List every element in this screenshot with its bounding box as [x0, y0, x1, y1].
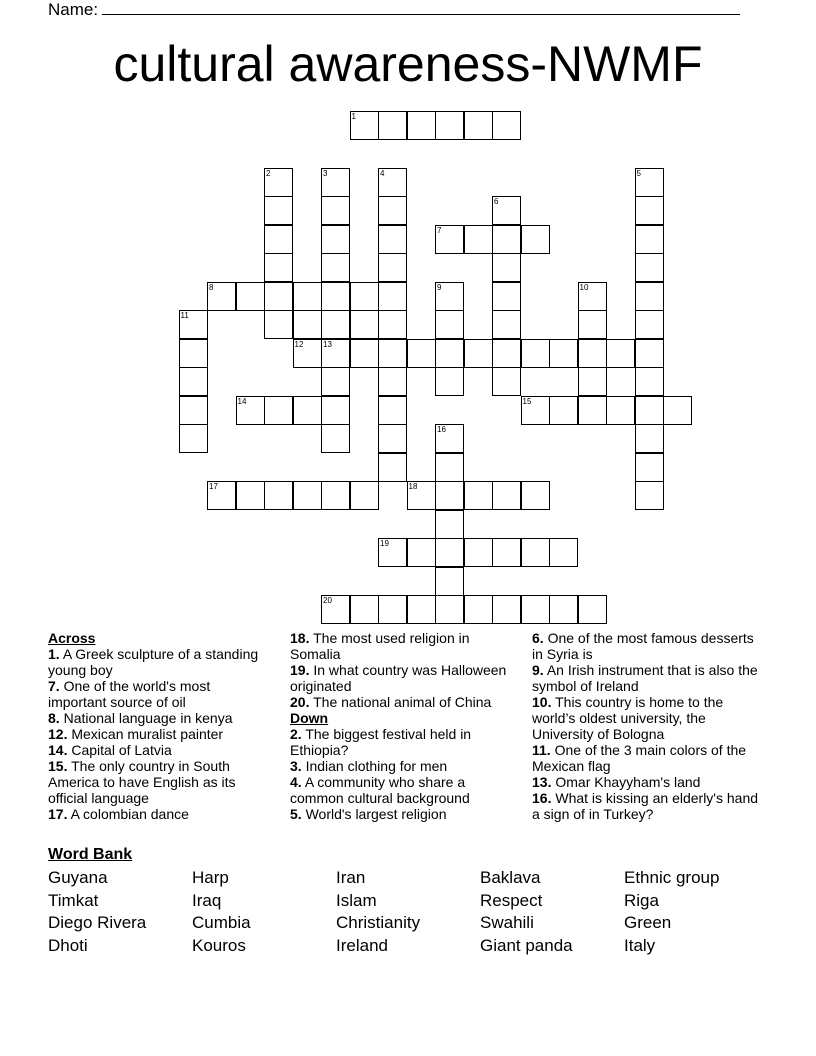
- clue-number: 2: [266, 168, 271, 178]
- crossword-cell[interactable]: [435, 367, 464, 396]
- crossword-cell[interactable]: [350, 310, 379, 339]
- clue-text: The most used religion in Somalia: [290, 630, 470, 662]
- clue-number-label: 18.: [290, 630, 310, 646]
- word-bank-item: Timkat: [48, 890, 99, 910]
- clue-column-1: [48, 630, 268, 822]
- clue-item: [532, 742, 762, 774]
- clue-number: 5: [636, 168, 641, 178]
- crossword-cell[interactable]: [435, 282, 464, 311]
- crossword-cell[interactable]: [321, 253, 350, 282]
- clue-number: 17: [209, 482, 218, 491]
- crossword-cell[interactable]: [492, 339, 521, 368]
- clue-number-label: 10.: [532, 694, 552, 710]
- clue-text: The biggest festival held in Ethiopia?: [290, 726, 472, 758]
- crossword-cell[interactable]: [492, 196, 521, 225]
- clue-number-label: 17.: [48, 806, 68, 822]
- crossword-cell[interactable]: [435, 481, 464, 510]
- crossword-cell[interactable]: [435, 595, 464, 624]
- clue-text: The only country in South America to have English as its official language: [48, 758, 236, 806]
- word-bank-item: Swahili: [480, 913, 534, 933]
- crossword-cell[interactable]: [378, 538, 407, 567]
- crossword-cell[interactable]: [293, 339, 322, 368]
- word-bank-item: Green: [624, 913, 672, 933]
- clue-number-label: 15.: [48, 758, 68, 774]
- crossword-cell[interactable]: [521, 225, 550, 254]
- crossword-cell[interactable]: [635, 168, 664, 197]
- clue-text: A Greek sculpture of a standing young boy: [48, 646, 259, 678]
- clue-item: [290, 694, 520, 710]
- clue-item: [290, 726, 520, 758]
- crossword-cell[interactable]: [350, 339, 379, 368]
- clue-text: This country is home to the world’s oldest university, the University of Bologna: [532, 694, 724, 742]
- crossword-cell[interactable]: [264, 168, 293, 197]
- crossword-cell[interactable]: [179, 339, 208, 368]
- crossword-cell[interactable]: [179, 396, 208, 425]
- crossword-cell[interactable]: [264, 196, 293, 225]
- clue-number-label: 14.: [48, 742, 68, 758]
- crossword-cell[interactable]: [435, 538, 464, 567]
- crossword-cell[interactable]: [606, 339, 635, 368]
- word-bank-item: Iraq: [192, 890, 222, 910]
- clue-item: [48, 726, 268, 742]
- crossword-cell[interactable]: [350, 481, 379, 510]
- crossword-cell[interactable]: [549, 396, 578, 425]
- crossword-cell[interactable]: [435, 339, 464, 368]
- crossword-cell[interactable]: [407, 595, 436, 624]
- crossword-cell[interactable]: [492, 225, 521, 254]
- crossword-cell[interactable]: [464, 339, 493, 368]
- clue-number: 7: [437, 225, 442, 235]
- crossword-cell[interactable]: [635, 396, 664, 425]
- crossword-cell[interactable]: [407, 538, 436, 567]
- clue-item: [532, 662, 762, 694]
- crossword-cell[interactable]: [521, 481, 550, 510]
- crossword-cell[interactable]: [635, 424, 664, 453]
- crossword-cell[interactable]: [378, 196, 407, 225]
- crossword-cell[interactable]: [236, 282, 265, 311]
- crossword-cell[interactable]: [492, 111, 521, 140]
- clue-number-label: 6.: [532, 630, 544, 646]
- crossword-cell[interactable]: [407, 339, 436, 368]
- clue-number-label: 4.: [290, 774, 302, 790]
- crossword-cell[interactable]: [549, 339, 578, 368]
- crossword-cell[interactable]: [179, 424, 208, 453]
- crossword-cell[interactable]: [435, 567, 464, 596]
- crossword-cell[interactable]: [464, 225, 493, 254]
- clue-item: [290, 806, 520, 822]
- clue-item: [290, 630, 520, 662]
- clue-text: Mexican muralist painter: [71, 726, 224, 742]
- crossword-cell[interactable]: [350, 282, 379, 311]
- crossword-cell[interactable]: [635, 481, 664, 510]
- name-label: Name:: [48, 0, 99, 19]
- clue-item: [532, 694, 762, 742]
- crossword-cell[interactable]: [578, 310, 607, 339]
- clue-section-title: Across: [48, 630, 96, 646]
- crossword-cell[interactable]: [321, 282, 350, 311]
- crossword-cell[interactable]: [264, 282, 293, 311]
- crossword-cell[interactable]: [435, 424, 464, 453]
- crossword-cell[interactable]: [264, 225, 293, 254]
- clue-number: 8: [209, 282, 214, 292]
- word-bank-item: Kouros: [192, 936, 246, 956]
- clue-item: [48, 678, 268, 710]
- clue-number: 13: [323, 339, 332, 349]
- word-bank-item: Diego Rivera: [48, 913, 147, 933]
- clue-number: 12: [294, 339, 304, 349]
- clue-number: 18: [408, 482, 418, 491]
- crossword-cell[interactable]: [464, 538, 493, 567]
- clue-number: 20: [323, 596, 332, 605]
- clue-text: Capital of Latvia: [71, 742, 172, 758]
- clue-column-2: [290, 630, 520, 822]
- clue-number-label: 9.: [532, 662, 544, 678]
- crossword-cell[interactable]: [435, 510, 464, 539]
- crossword-cell[interactable]: [464, 595, 493, 624]
- word-bank-item: Giant panda: [480, 936, 573, 956]
- crossword-cell[interactable]: [378, 367, 407, 396]
- clue-column-3: [532, 630, 762, 822]
- word-bank-title: Word Bank: [48, 846, 133, 863]
- crossword-cell[interactable]: [549, 595, 578, 624]
- clue-item: [48, 742, 268, 758]
- crossword-cell[interactable]: [350, 111, 379, 140]
- clue-text: The national animal of China: [313, 694, 492, 710]
- clue-number-label: 16.: [532, 790, 552, 806]
- clue-number: 9: [437, 282, 442, 292]
- clue-number: 14: [237, 396, 247, 406]
- word-bank-item: Christianity: [336, 913, 421, 933]
- clue-item: [532, 630, 762, 662]
- clue-item: [290, 662, 520, 694]
- crossword-cell[interactable]: [179, 367, 208, 396]
- clue-item: [48, 806, 268, 822]
- clue-text: In what country was Halloween originated: [290, 662, 507, 694]
- crossword-cell[interactable]: [435, 453, 464, 482]
- word-bank-item: Baklava: [480, 868, 541, 887]
- clue-text: National language in kenya: [63, 710, 233, 726]
- clue-number: 3: [323, 168, 328, 178]
- word-bank-item: Ireland: [336, 936, 388, 956]
- crossword-cell[interactable]: [578, 339, 607, 368]
- crossword-cell[interactable]: [492, 282, 521, 311]
- word-bank-item: Dhoti: [48, 936, 88, 956]
- crossword-cell[interactable]: [635, 282, 664, 311]
- crossword-cell[interactable]: [521, 339, 550, 368]
- word-bank-item: Guyana: [48, 868, 108, 887]
- clue-number: 1: [351, 111, 356, 121]
- word-bank-item: Iran: [336, 868, 366, 887]
- crossword-cell[interactable]: [378, 168, 407, 197]
- crossword-cell[interactable]: [378, 111, 407, 140]
- clue-text: Omar Khayyham's land: [555, 774, 701, 790]
- crossword-cell[interactable]: [321, 196, 350, 225]
- crossword-cell[interactable]: [521, 595, 550, 624]
- crossword-cell[interactable]: [378, 595, 407, 624]
- crossword-cell[interactable]: [407, 111, 436, 140]
- word-bank-item: Ethnic group: [624, 868, 720, 887]
- page-title: cultural awareness-NWMF: [113, 36, 703, 92]
- crossword-cell[interactable]: [264, 310, 293, 339]
- clue-number: 11: [180, 311, 189, 320]
- crossword-cell[interactable]: [321, 481, 350, 510]
- crossword-cell[interactable]: [321, 168, 350, 197]
- crossword-cell[interactable]: [378, 282, 407, 311]
- crossword-cell[interactable]: [663, 396, 692, 425]
- word-bank-item: Italy: [624, 936, 656, 956]
- crossword-cell[interactable]: [578, 396, 607, 425]
- crossword-cell[interactable]: [321, 396, 350, 425]
- clue-item: [48, 758, 268, 806]
- crossword-cell[interactable]: [635, 196, 664, 225]
- crossword-cell[interactable]: [293, 481, 322, 510]
- crossword-cell[interactable]: [378, 225, 407, 254]
- crossword-cell[interactable]: [492, 253, 521, 282]
- clue-number-label: 13.: [532, 774, 552, 790]
- crossword-cell[interactable]: [635, 453, 664, 482]
- clue-number-label: 5.: [290, 806, 302, 822]
- crossword-cell[interactable]: [179, 310, 208, 339]
- crossword-cell[interactable]: [492, 310, 521, 339]
- crossword-cell[interactable]: [578, 367, 607, 396]
- crossword-cell[interactable]: [207, 481, 236, 510]
- clue-item: [48, 710, 268, 726]
- clue-number: 15: [522, 396, 532, 406]
- clue-number: 10: [579, 282, 589, 292]
- crossword-cell[interactable]: [521, 396, 550, 425]
- crossword-cell[interactable]: [549, 538, 578, 567]
- crossword-cell[interactable]: [264, 253, 293, 282]
- crossword-cell[interactable]: [521, 538, 550, 567]
- clue-text: What is kissing an elderly's hand a sign of in Turkey?: [532, 790, 759, 822]
- clue-number-label: 11.: [532, 742, 551, 758]
- crossword-cell[interactable]: [407, 481, 436, 510]
- crossword-cell[interactable]: [350, 595, 379, 624]
- crossword-cell[interactable]: [635, 339, 664, 368]
- crossword-cell[interactable]: [378, 310, 407, 339]
- crossword-cell[interactable]: [635, 225, 664, 254]
- word-bank-item: Respect: [480, 890, 543, 910]
- clue-number: 16: [437, 425, 446, 434]
- crossword-cell[interactable]: [435, 111, 464, 140]
- clue-section-title: Down: [290, 710, 329, 726]
- word-bank-item: Harp: [192, 868, 229, 887]
- clue-number-label: 7.: [48, 678, 60, 694]
- clue-item: [532, 774, 762, 790]
- clue-text: One of the most famous desserts in Syria is: [532, 630, 754, 662]
- crossword-cell[interactable]: [321, 310, 350, 339]
- crossword-cell[interactable]: [293, 282, 322, 311]
- clue-number-label: 1.: [48, 646, 60, 662]
- clue-number: 6: [494, 197, 499, 206]
- crossword-cell[interactable]: [264, 396, 293, 425]
- clue-number-label: 19.: [290, 662, 310, 678]
- clue-number-label: 8.: [48, 710, 60, 726]
- clue-item: [48, 646, 268, 678]
- clue-text: World's largest religion: [305, 806, 447, 822]
- word-bank-item: Riga: [624, 890, 659, 910]
- crossword-cell[interactable]: [578, 282, 607, 311]
- crossword-cell[interactable]: [321, 225, 350, 254]
- clue-text: A community who share a common cultural background: [290, 774, 470, 806]
- crossword-cell[interactable]: [293, 310, 322, 339]
- crossword-cell[interactable]: [464, 111, 493, 140]
- clue-text: A colombian dance: [70, 806, 189, 822]
- clue-number-label: 12.: [48, 726, 68, 742]
- crossword-cell[interactable]: [378, 453, 407, 482]
- crossword-cell[interactable]: [435, 225, 464, 254]
- clue-text: An Irish instrument that is also the symbol of Ireland: [532, 662, 758, 694]
- crossword-cell[interactable]: [492, 595, 521, 624]
- crossword-cell[interactable]: [236, 481, 265, 510]
- crossword-cell[interactable]: [492, 481, 521, 510]
- crossword-cell[interactable]: [635, 367, 664, 396]
- clue-item: [290, 774, 520, 806]
- crossword-cell[interactable]: [492, 367, 521, 396]
- crossword-cell[interactable]: [264, 481, 293, 510]
- crossword-cell[interactable]: [293, 396, 322, 425]
- clue-text: One of the 3 main colors of the Mexican flag: [532, 742, 747, 774]
- crossword-cell[interactable]: [321, 339, 350, 368]
- crossword-cell[interactable]: [578, 595, 607, 624]
- clue-item: [532, 790, 762, 822]
- crossword-cell[interactable]: [321, 367, 350, 396]
- clue-number-label: 3.: [290, 758, 302, 774]
- clue-text: One of the world's most important source of oil: [48, 678, 211, 710]
- word-bank-item: Cumbia: [192, 913, 251, 933]
- crossword-cell[interactable]: [492, 538, 521, 567]
- clue-number-label: 2.: [290, 726, 302, 742]
- crossword-cell[interactable]: [378, 396, 407, 425]
- crossword-cell[interactable]: [207, 282, 236, 311]
- crossword-cell[interactable]: [435, 310, 464, 339]
- clue-text: Indian clothing for men: [305, 758, 448, 774]
- crossword-cell[interactable]: [635, 253, 664, 282]
- crossword-cell[interactable]: [635, 310, 664, 339]
- clue-number-label: 20.: [290, 694, 310, 710]
- crossword-cell[interactable]: [378, 424, 407, 453]
- crossword-cell[interactable]: [236, 396, 265, 425]
- crossword-cell[interactable]: [378, 339, 407, 368]
- crossword-cell[interactable]: [321, 424, 350, 453]
- clue-number: 4: [380, 168, 385, 178]
- crossword-cell[interactable]: [606, 396, 635, 425]
- word-bank-item: Islam: [336, 890, 377, 910]
- crossword-cell[interactable]: [378, 253, 407, 282]
- clue-item: [290, 758, 520, 774]
- crossword-cell[interactable]: [464, 481, 493, 510]
- clue-number: 19: [380, 539, 389, 548]
- crossword-cell[interactable]: [321, 595, 350, 624]
